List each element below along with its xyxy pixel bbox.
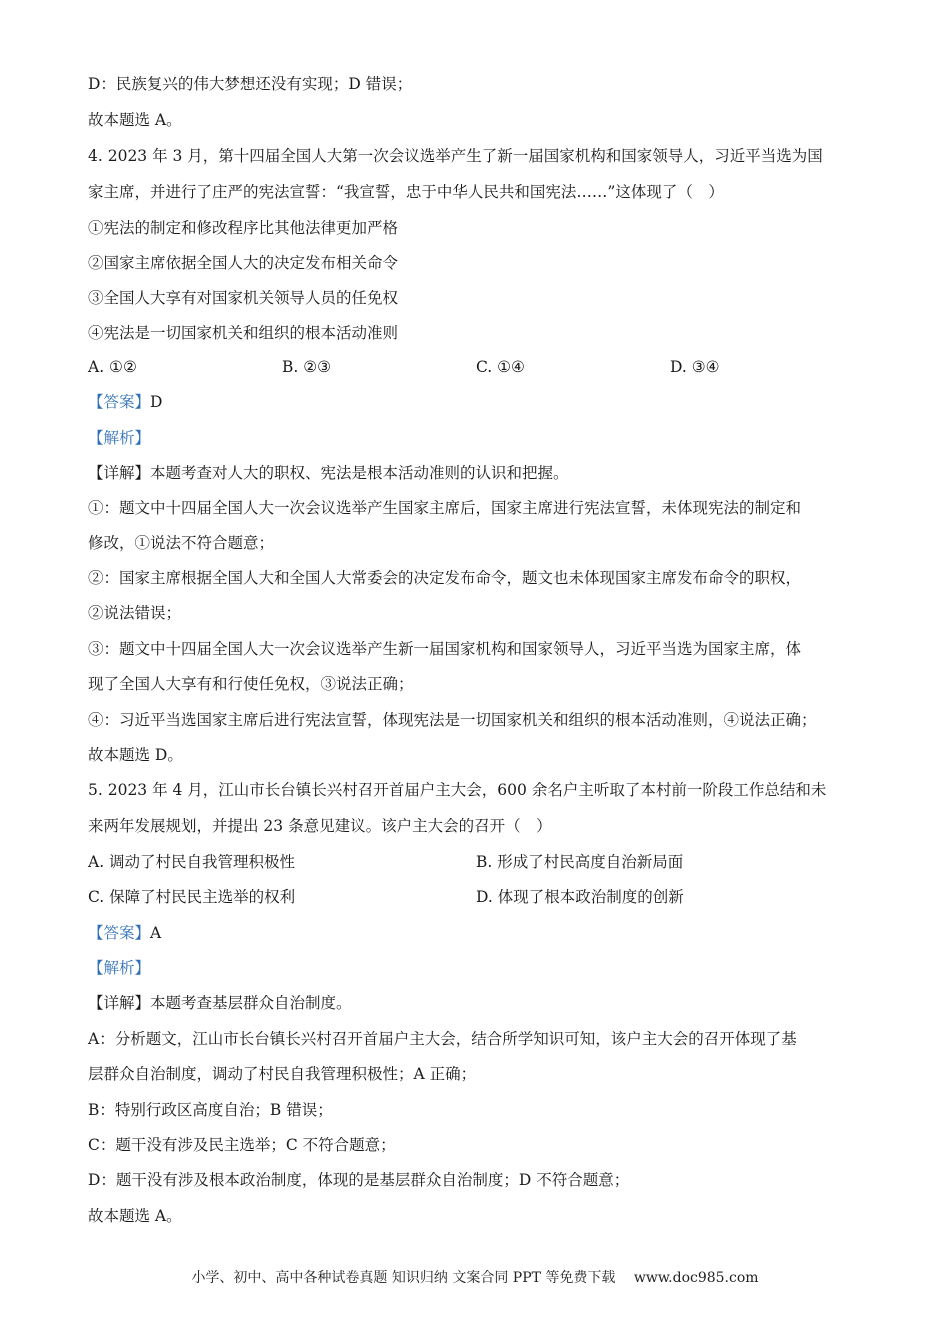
answer-label: 【答案】: [88, 924, 151, 942]
detail-line: [88, 461, 569, 485]
answer-value: D: [150, 393, 163, 411]
detail-line: [88, 991, 352, 1015]
option-b: B. ②③: [282, 358, 332, 376]
statement-2: ②国家主席依据全国人大的决定发布相关命令: [88, 254, 399, 272]
text-line: 故本题选 D。: [88, 746, 183, 764]
text-line: C：题干没有涉及民主选举；C 不符合题意；: [88, 1136, 396, 1154]
analysis-line: [88, 426, 150, 450]
analysis-label: 【解析】: [88, 959, 151, 977]
page-footer: 小学、初中、高中各种试卷真题 知识归纳 文案合同 PPT 等免费下载 www.doc985.com: [191, 1270, 759, 1286]
question-5-stem: 5. 2023 年 4 月，江山市长台镇长兴村召开首届户主大会，600 余名户主听取了本村前一阶段工作总结和未: [88, 781, 827, 799]
detail-label: 【详解】: [88, 994, 151, 1012]
text-line: 故本题选 A。: [88, 1207, 182, 1225]
text-line: B：特别行政区高度自治；B 错误；: [88, 1101, 333, 1119]
question-5-options-row-2: [88, 885, 864, 909]
analysis-line: [88, 956, 150, 980]
text-line: D：题干没有涉及根本政治制度，体现的是基层群众自治制度；D 不符合题意；: [88, 1171, 630, 1189]
option-a: A. 调动了村民自我管理积极性: [88, 853, 296, 871]
option-d: D. 体现了根本政治制度的创新: [476, 888, 684, 906]
answer-line: [88, 390, 162, 414]
answer-value: A: [150, 924, 162, 942]
answer-label: 【答案】: [88, 393, 151, 411]
text-line: ③：题文中十四届全国人大一次会议选举产生新一届国家机构和国家领导人，习近平当选为国家主席，体: [88, 640, 802, 658]
question-4-stem-cont: 家主席，并进行了庄严的宪法宣誓：“我宣誓，忠于中华人民共和国宪法……”这体现了（ ）: [88, 183, 724, 201]
detail-label: 【详解】: [88, 464, 151, 482]
text-line: 故本题选 A。: [88, 111, 182, 129]
option-d: D. ③④: [670, 358, 720, 376]
detail-text: 本题考查对人大的职权、宪法是根本活动准则的认识和把握。: [150, 464, 569, 482]
text-line: 层群众自治制度，调动了村民自我管理积极性；A 正确；: [88, 1065, 477, 1083]
option-c: C. 保障了村民民主选举的权利: [88, 888, 296, 906]
question-4-options: [88, 355, 864, 379]
text-line: ②：国家主席根据全国人大和全国人大常委会的决定发布命令，题文也未体现国家主席发布命令的职权，: [88, 569, 802, 587]
analysis-label: 【解析】: [88, 429, 151, 447]
question-4-stem: 4. 2023 年 3 月，第十四届全国人大第一次会议选举产生了新一届国家机构和国家领导人，习近平当选为国: [88, 147, 823, 165]
detail-text: 本题考查基层群众自治制度。: [150, 994, 352, 1012]
question-5-stem-cont: 来两年发展规划，并提出 23 条意见建议。该户主大会的召开（ ）: [88, 817, 552, 835]
question-5-options-row-1: [88, 850, 864, 874]
statement-3: ③全国人大享有对国家机关领导人员的任免权: [88, 289, 399, 307]
statement-1: ①宪法的制定和修改程序比其他法律更加严格: [88, 219, 399, 237]
text-line: ①：题文中十四届全国人大一次会议选举产生国家主席后，国家主席进行宪法宣誓，未体现宪法的制定和: [88, 499, 802, 517]
option-b: B. 形成了村民高度自治新局面: [476, 853, 684, 871]
text-line: D：民族复兴的伟大梦想还没有实现；D 错误；: [88, 75, 413, 93]
option-c: C. ①④: [476, 358, 525, 376]
text-line: A：分析题文，江山市长台镇长兴村召开首届户主大会，结合所学知识可知，该户主大会的召开体现了基: [88, 1030, 797, 1048]
statement-4: ④宪法是一切国家机关和组织的根本活动准则: [88, 324, 399, 342]
option-a: A. ①②: [88, 358, 137, 376]
text-line: 现了全国人大享有和行使任免权，③说法正确；: [88, 675, 414, 693]
text-line: ②说法错误；: [88, 604, 182, 622]
text-line: 修改，①说法不符合题意；: [88, 534, 275, 552]
answer-line: [88, 921, 161, 945]
text-line: ④：习近平当选国家主席后进行宪法宣誓，体现宪法是一切国家机关和组织的根本活动准则，④说法正确；: [88, 711, 817, 729]
